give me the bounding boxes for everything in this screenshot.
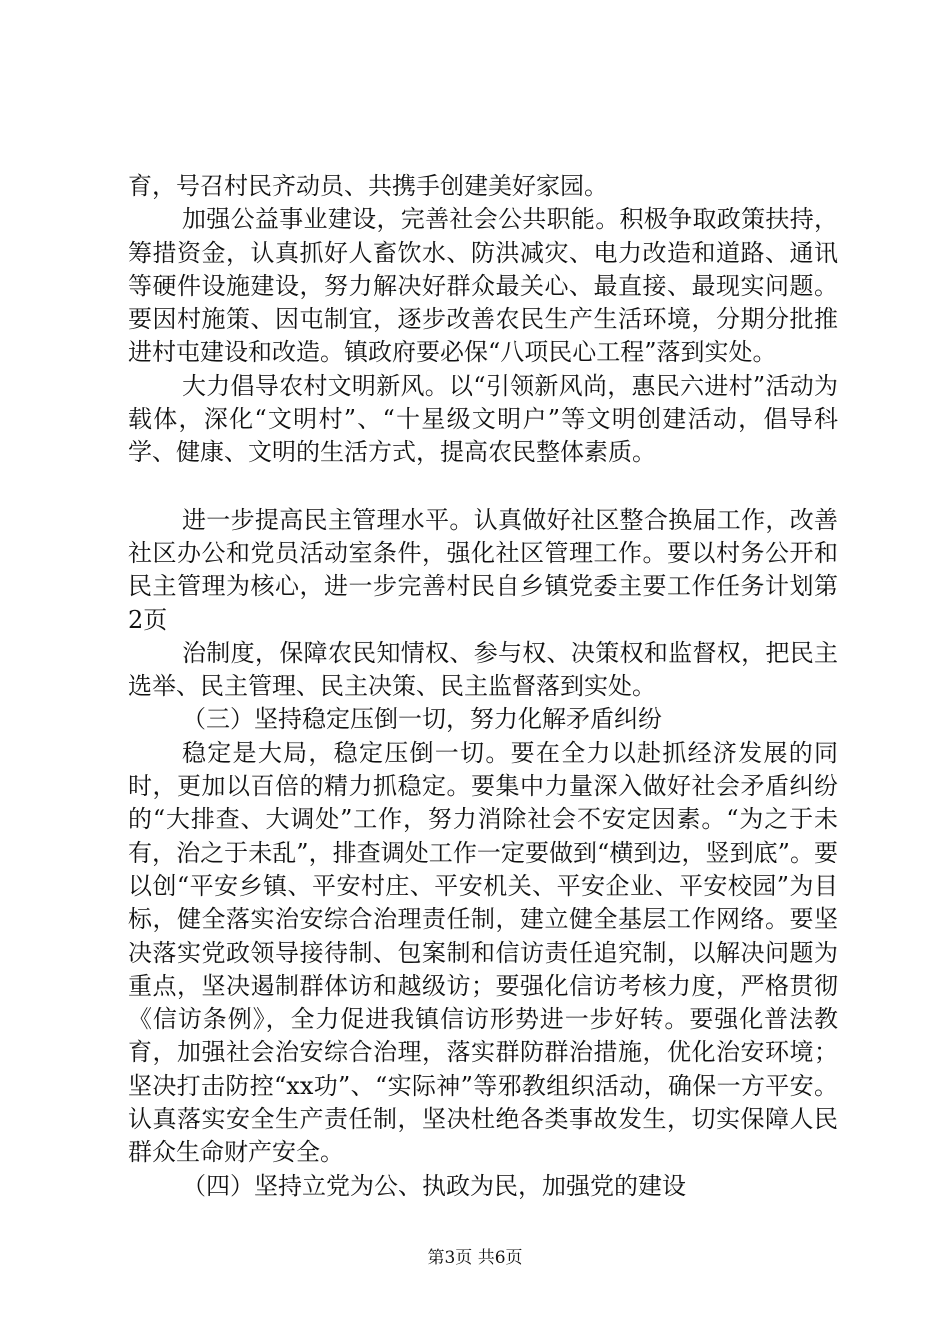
paragraph-civilized-customs: 大力倡导农村文明新风。以“引领新风尚，惠民六进村”活动为载体，深化“文明村”、“十星级文明户”等文明创建活动，倡导科学、健康、文明的生活方式，提高农民整体素质。 <box>128 371 838 467</box>
paragraph-public-welfare: 加强公益事业建设，完善社会公共职能。积极争取政策扶持，筹措资金，认真抓好人畜饮水、防洪减灾、电力改造和道路、通讯等硬件设施建设，努力解决好群众最关心、最直接、最现实问题。要因村施策、因屯制宜，逐步改善农民生产生活环境，分期分批推进村屯建设和改造。镇政府要必保“八项民心工程”落到实处。 <box>128 205 838 367</box>
section-heading-party-building: （四）坚持立党为公、执政为民，加强党的建设 <box>182 1171 686 1200</box>
paragraph-democratic-management: 进一步提高民主管理水平。认真做好社区整合换届工作，改善社区办公和党员活动室条件，强化社区管理工作。要以村务公开和民主管理为核心，进一步完善村民自乡镇党委主要工作任务计划第2页 <box>128 505 838 634</box>
section-heading-stability: （三）坚持稳定压倒一切，努力化解矛盾纠纷 <box>182 705 662 734</box>
paragraph-village-autonomy: 治制度，保障农民知情权、参与权、决策权和监督权，把民主选举、民主管理、民主决策、民主监督落到实处。 <box>128 638 838 701</box>
page-number: 第3页 共6页 <box>427 1248 523 1268</box>
paragraph-stability: 稳定是大局，稳定压倒一切。要在全力以赴抓经济发展的同时，更加以百倍的精力抓稳定。要集中力量深入做好社会矛盾纠纷的“大排查、大调处”工作，努力消除社会不安定因素。“为之于未有，治之于未乱”，排查调处工作一定要做到“横到边，竖到底”。要以创“平安乡镇、平安村庄、平安机关、平安企业、平安校园”为目标，健全落实治安综合治理责任制，建立健全基层工作网络。要坚决落实党政领导接待制、包案制和信访责任追究制，以解决问题为重点，坚决遏制群体访和越级访；要强化信访考核力度，严格贯彻《信访条例》，全力促进我镇信访形势进一步好转。要强化普法教育，加强社会治安综合治理，落实群防群治措施，优化治安环境；坚决打击防控“xx功”、“实际神”等邪教组织活动，确保一方平安。认真落实安全生产责任制，坚决杜绝各类事故发生，切实保障人民群众生命财产安全。 <box>128 738 838 1167</box>
page-footer <box>0 1243 950 1268</box>
paragraph-continuation: 育，号召村民齐动员、共携手创建美好家园。 <box>128 172 608 200</box>
document-body <box>128 170 838 1203</box>
